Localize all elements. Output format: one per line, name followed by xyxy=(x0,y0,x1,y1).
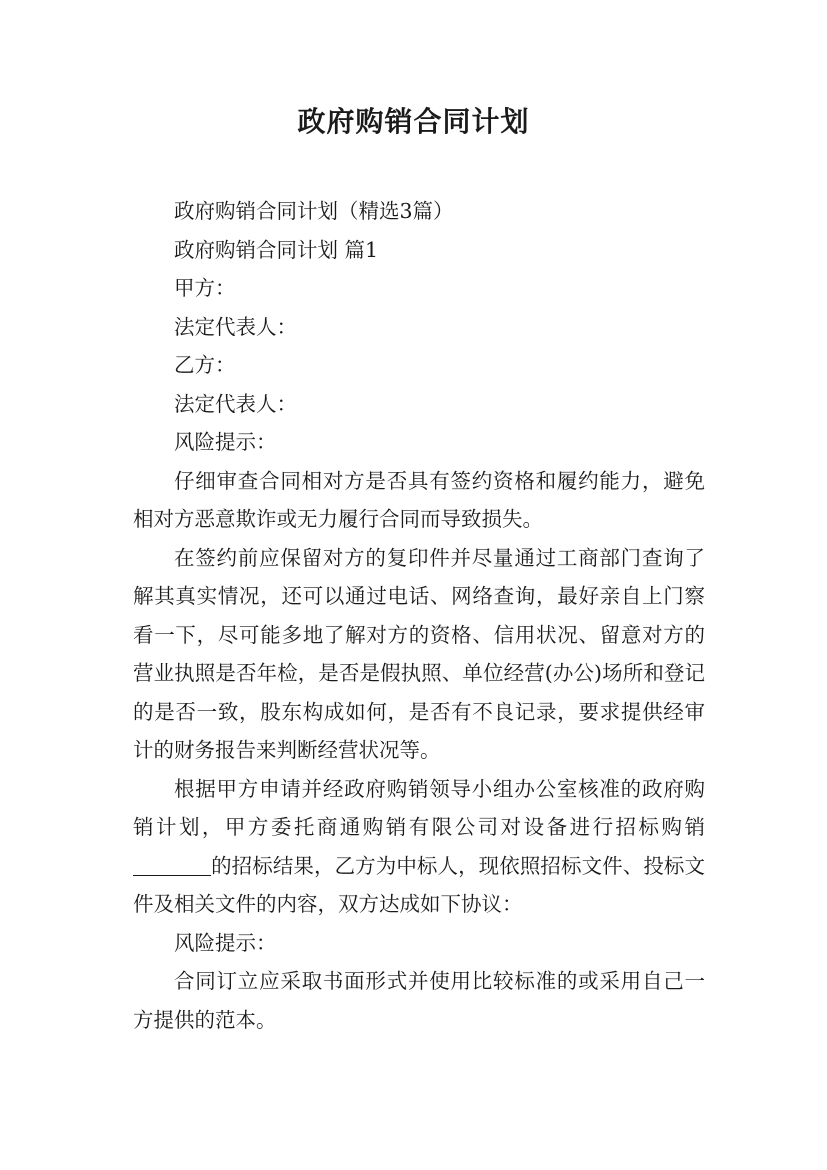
verification-paragraph: 在签约前应保留对方的复印件并尽量通过工商部门查询了解其真实情况，还可以通过电话、网络查询，最好亲自上门察看一下，尽可能多地了解对方的资格、信用状况、留意对方的营业执照是否年检，是否是假执照、单位经营(办公)场所和登记的是否一致，股东构成如何，是否有不良记录，要求提供经审计的财务报告来判断经营状况等。 xyxy=(133,545,705,762)
document-body xyxy=(133,192,705,1039)
basis-text-before-blank: 根据甲方申请并经政府购销领导小组办公室核准的政府购销计划，甲方委托商通购销有限公司对设备进行招标购销 xyxy=(133,776,705,839)
document-title: 政府购销合同计划 xyxy=(297,105,530,138)
basis-text-after-blank: 的招标结果，乙方为中标人，现依照招标文件、投标文件及相关文件的内容，双方达成如下协议： xyxy=(133,853,705,916)
fill-in-blank xyxy=(133,853,211,876)
risk-label-1: 风险提示： xyxy=(174,430,277,454)
section-heading: 政府购销合同计划 篇1 xyxy=(174,237,379,262)
party-b-line: 乙方： xyxy=(174,353,236,377)
basis-paragraph xyxy=(133,770,705,924)
document-subtitle: 政府购销合同计划（精选3篇） xyxy=(174,199,454,223)
party-a-representative-line: 法定代表人： xyxy=(174,314,297,339)
risk-paragraph-1: 仔细审查合同相对方是否具有签约资格和履约能力，避免相对方恶意欺诈或无力履行合同而导致损失。 xyxy=(133,468,705,531)
risk-paragraph-2: 合同订立应采取书面形式并使用比较标准的或采用自己一方提供的范本。 xyxy=(133,969,705,1032)
party-a-line: 甲方： xyxy=(174,276,236,300)
party-b-representative-line: 法定代表人： xyxy=(174,391,297,416)
risk-label-2: 风险提示： xyxy=(174,930,277,955)
